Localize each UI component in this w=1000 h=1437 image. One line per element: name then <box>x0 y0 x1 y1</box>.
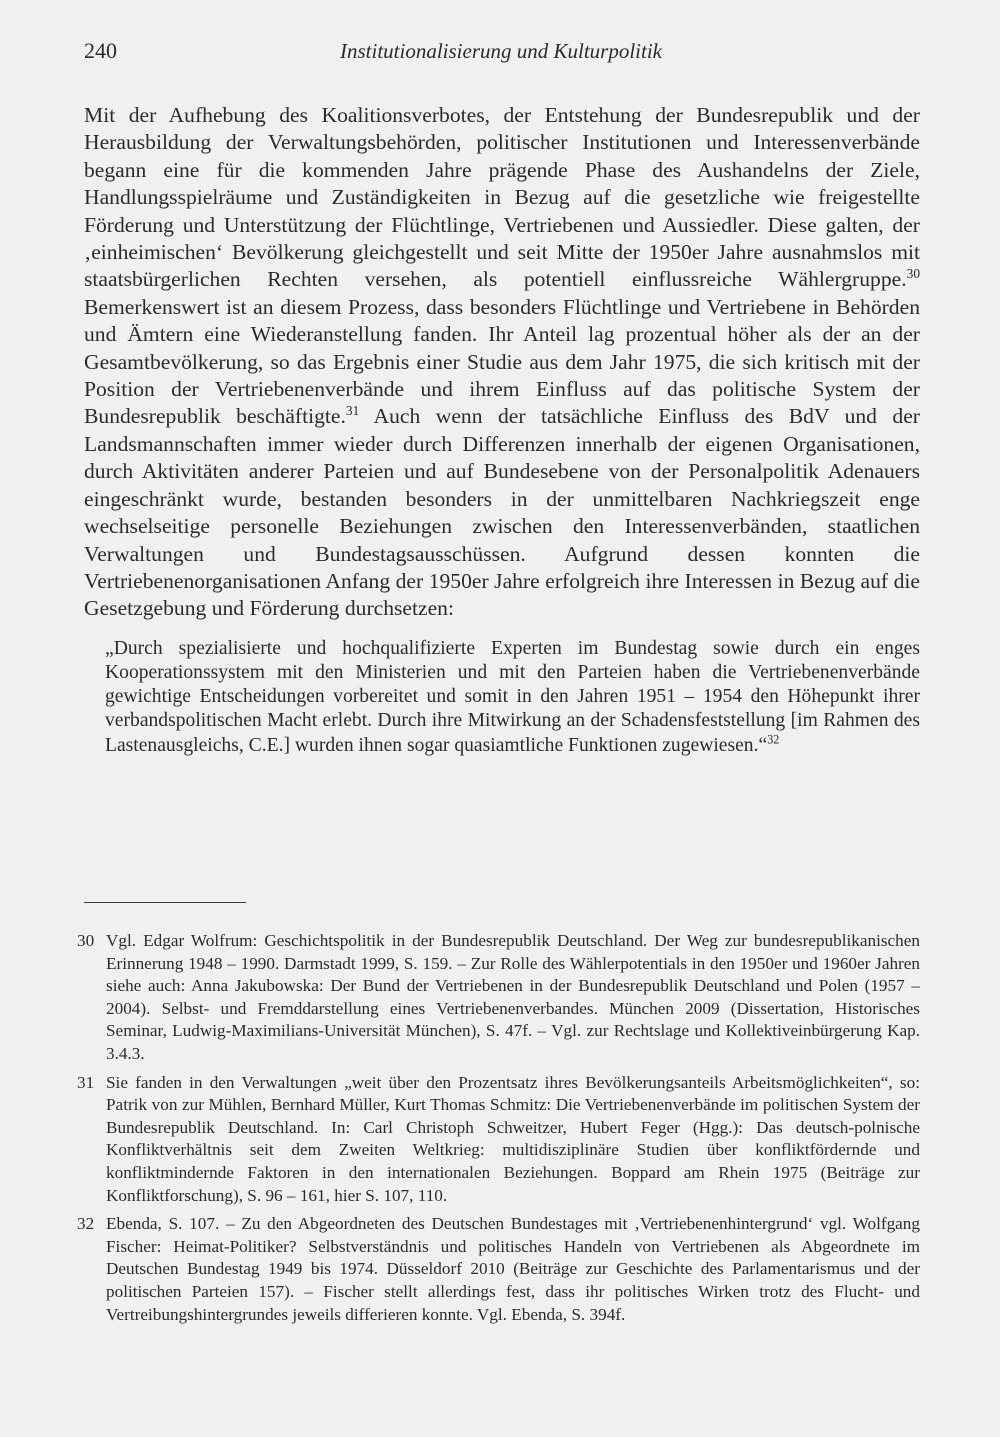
footnote-text: Ebenda, S. 107. – Zu den Abgeordneten des Deutschen Bundestages mit ‚Vertriebenenhintergrund‘ vgl. Wolfgang Fischer: Heimat-Politiker? Selbstverständnis und politisches Handeln von Vertriebenen als Abgeordnete im Deutschen Bundestag 1949 bis 1974. Düsseldorf 2010 (Beiträge zur Geschichte des Parlamentarismus und der politischen Parteien 157). – Fischer stellt allerdings fest, dass ihr politisches Wirken trotz des Flucht- und Vertreibungshintergrundes jeweils differieren konnte. Vgl. Ebenda, S. 394f. <box>106 1214 920 1324</box>
footnote-ref-31: 31 <box>345 403 360 419</box>
running-title: Institutionalisierung und Kulturpolitik <box>339 39 662 63</box>
footnote-number: 30 <box>77 931 95 950</box>
body-text-segment: Mit der Aufhebung des Koalitionsverbotes, der Entstehung der Bundesrepublik und der Herausbildung der Verwaltungsbehörden, politischer Institutionen und Interessenverbände begann eine für die kommenden Jahre prägende Phase des Aushandelns der Ziele, Handlungsspielräume und Zuständigkeiten in Bezug auf die gesetzliche wie freigestellte Förderung und Unterstützung der Flüchtlinge, Vertriebenen und Aussiedler. Diese galten, der ‚einheimischen‘ Bevölkerung gleichgestellt und seit Mitte der 1950er Jahre ausnahmslos mit staatsbürgerlichen Rechten versehen, als potentiell einflussreiche Wählergruppe. <box>84 103 920 292</box>
footnote-30 <box>77 930 920 1066</box>
page-number: 240 <box>84 38 117 63</box>
page-header <box>84 38 918 70</box>
block-quote <box>105 637 920 758</box>
footnote-ref-30: 30 <box>906 266 920 282</box>
footnote-31 <box>77 1072 920 1208</box>
main-text <box>84 102 920 758</box>
footnote-number: 31 <box>77 1072 95 1092</box>
body-text-segment: Auch wenn der tatsächliche Einfluss des BdV und der Landsmannschaften immer wieder durch Differenzen innerhalb der eigenen Organisationen, durch Aktivitäten anderer Parteien und auf Bundesebene von der Personalpolitik Adenauers eingeschränkt wurde, bestanden besonders in der unmittelbaren Nachkriegszeit enge wechselseitige personelle Beziehungen zwischen den Interessenverbänden, staatlichen Verwaltungen und Bundestagsausschüssen. Aufgrund dessen konnten die Vertriebenenorganisationen Anfang der 1950er Jahre erfolgreich ihre Interessen in Bezug auf die Gesetzgebung und Förderung durchsetzen: <box>84 404 920 621</box>
body-text-segment: Bemerkenswert ist an diesem Prozess, dass besonders Flüchtlinge und Vertriebene in Behörden und Ämtern eine Wiederanstellung fanden. Ihr Anteil lag prozentual höher als der an der Gesamtbevölkerung, so das Ergebnis einer Studie aus dem Jahr 1975, die sich kritisch mit der Position der Vertriebenenverbände und ihrem Einfluss auf das politische System der Bundesrepublik beschäftigte. <box>84 294 920 429</box>
body-paragraph <box>84 102 920 623</box>
footnote-32 <box>77 1213 920 1326</box>
footnote-separator <box>84 902 246 903</box>
footnote-text: Vgl. Edgar Wolfrum: Geschichtspolitik in der Bundesrepublik Deutschland. Der Weg zur bundesrepublikanischen Erinnerung 1948 – 1990. Darmstadt 1999, S. 159. – Zur Rolle des Wählerpotentials in den 1950er und 1960er Jahren siehe auch: Anna Jakubowska: Der Bund der Vertriebenen in der Bundesrepublik Deutschland und Polen (1957 – 2004). Selbst- und Fremddarstellung eines Vertriebenenverbandes. München 2009 (Dissertation, Historisches Seminar, Ludwig-Maximilians-Universität München), S. 47f. – Vgl. zur Rechtslage und Kollektiveinbürgerung Kap. 3.4.3. <box>106 931 920 1063</box>
footnote-text: Sie fanden in den Verwaltungen „weit über den Prozentsatz ihres Bevölkerungsanteils Arbeitsmöglichkeiten“, so: Patrik von zur Mühlen, Bernhard Müller, Kurt Thomas Schmitz: Die Vertriebenenverbände im politischen System der Bundesrepublik Deutschland. In: Carl Christoph Schweitzer, Hubert Feger (Hgg.): Das deutsch-polnische Konfliktverhältnis seit dem Zweiten Weltkrieg: multidisziplinäre Studien über konfliktfördernde und konfliktmindernde Faktoren in den internationalen Beziehungen. Boppard am Rhein 1975 (Beiträge zur Konfliktforschung), S. 96 – 161, hier S. 107, 110. <box>106 1072 920 1205</box>
quote-text: „Durch spezialisierte und hochqualifizierte Experten im Bundestag sowie durch ein enges Kooperationssystem mit den Ministerien und mit den Parteien haben die Vertriebenenverbände gewichtige Entscheidungen vorbereitet und somit in den Jahren 1951 – 1954 den Höhepunkt ihrer verbandspolitischen Macht erlebt. Durch ihre Mitwirkung an der Schadensfeststellung [im Rahmen des Lastenausgleichs, C.E.] wurden ihnen sogar quasiamtliche Funktionen zugewiesen.“ <box>105 637 920 756</box>
footnote-ref-32: 32 <box>767 732 780 746</box>
footnote-number: 32 <box>77 1214 95 1234</box>
footnotes <box>77 930 920 1332</box>
